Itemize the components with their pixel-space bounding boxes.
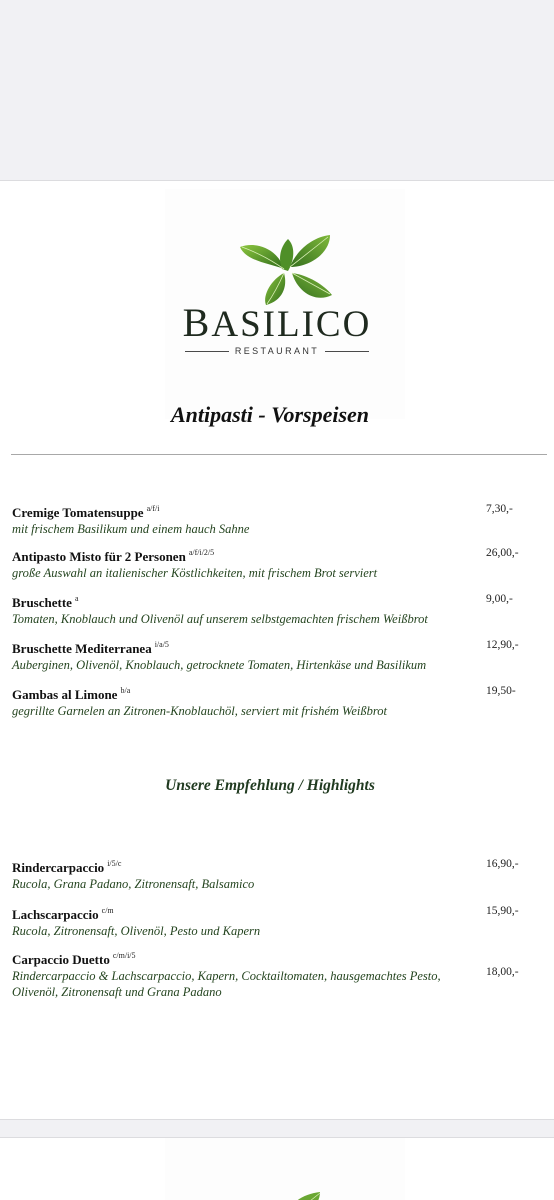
menu-item bbox=[12, 545, 542, 581]
basil-leaf-icon bbox=[280, 1190, 328, 1200]
menu-page-1 bbox=[0, 180, 554, 1120]
item-description: Rucola, Grana Padano, Zitronensaft, Balsamico bbox=[12, 877, 255, 891]
menu-item bbox=[12, 591, 542, 627]
item-name: Rindercarpaccio bbox=[12, 860, 105, 875]
allergen-codes: a bbox=[74, 594, 79, 603]
section-divider bbox=[11, 454, 547, 455]
item-name: Antipasto Misto für 2 Personen bbox=[12, 549, 186, 564]
allergen-codes: i/a/5 bbox=[154, 640, 169, 649]
item-description: gegrillte Garnelen an Zitronen-Knoblauchöl, serviert mit frishém Weißbrot bbox=[12, 704, 387, 718]
item-price: 26,00,- bbox=[486, 547, 519, 559]
item-name: Bruschette bbox=[12, 595, 72, 610]
menu-item bbox=[12, 948, 542, 1000]
item-name: Gambas al Limone bbox=[12, 687, 118, 702]
item-description: große Auswahl an italienischer Köstlichkeiten, mit frischem Brot serviert bbox=[12, 566, 378, 580]
menu-item bbox=[12, 501, 542, 537]
item-description: Tomaten, Knoblauch und Olivenöl auf unserem selbstgemachten frischem Weißbrot bbox=[12, 612, 428, 626]
section-title-highlights: Unsere Empfehlung / Highlights bbox=[165, 777, 375, 794]
menu-item bbox=[12, 903, 542, 939]
item-name: Carpaccio Duetto bbox=[12, 952, 110, 967]
menu-item bbox=[12, 856, 542, 892]
basil-leaf-icon bbox=[238, 233, 334, 307]
item-price: 9,00,- bbox=[486, 593, 513, 605]
item-name: Lachscarpaccio bbox=[12, 907, 99, 922]
allergen-codes: c/m/i/5 bbox=[112, 951, 136, 960]
item-price: 16,90,- bbox=[486, 858, 519, 870]
menu-item bbox=[12, 683, 542, 719]
item-price: 18,00,- bbox=[486, 966, 519, 978]
item-price: 19,50- bbox=[486, 685, 516, 697]
item-description: Auberginen, Olivenöl, Knoblauch, getrocknete Tomaten, Hirtenkäse und Basilikum bbox=[12, 658, 427, 672]
allergen-codes: i/5/c bbox=[107, 859, 122, 868]
allergen-codes: a/f/i bbox=[146, 504, 160, 513]
menu-page-2 bbox=[0, 1137, 554, 1200]
allergen-codes: c/m bbox=[101, 906, 114, 915]
item-name: Cremige Tomatensuppe bbox=[12, 505, 144, 520]
item-price: 12,90,- bbox=[486, 639, 519, 651]
item-description: mit frischem Basilikum und einem hauch Sahne bbox=[12, 522, 250, 536]
allergen-codes: a/f/i/2/5 bbox=[188, 548, 215, 557]
menu-item bbox=[12, 637, 542, 673]
item-price: 7,30,- bbox=[486, 503, 513, 515]
allergen-codes: b/a bbox=[120, 686, 131, 695]
item-description: Rindercarpaccio & Lachscarpaccio, Kapern, Cocktailtomaten, hausgemachtes Pesto, Olivenöl, Zitronensaft und Grana Padano bbox=[12, 969, 441, 999]
item-name: Bruschette Mediterranea bbox=[12, 641, 152, 656]
item-description: Rucola, Zitronensaft, Olivenöl, Pesto und Kapern bbox=[12, 924, 261, 938]
item-price: 15,90,- bbox=[486, 905, 519, 917]
section-title-antipasti: Antipasti - Vorspeisen bbox=[170, 402, 370, 427]
brand-subtitle: RESTAURANT bbox=[0, 346, 554, 356]
brand-name: BASILICO bbox=[182, 300, 372, 345]
